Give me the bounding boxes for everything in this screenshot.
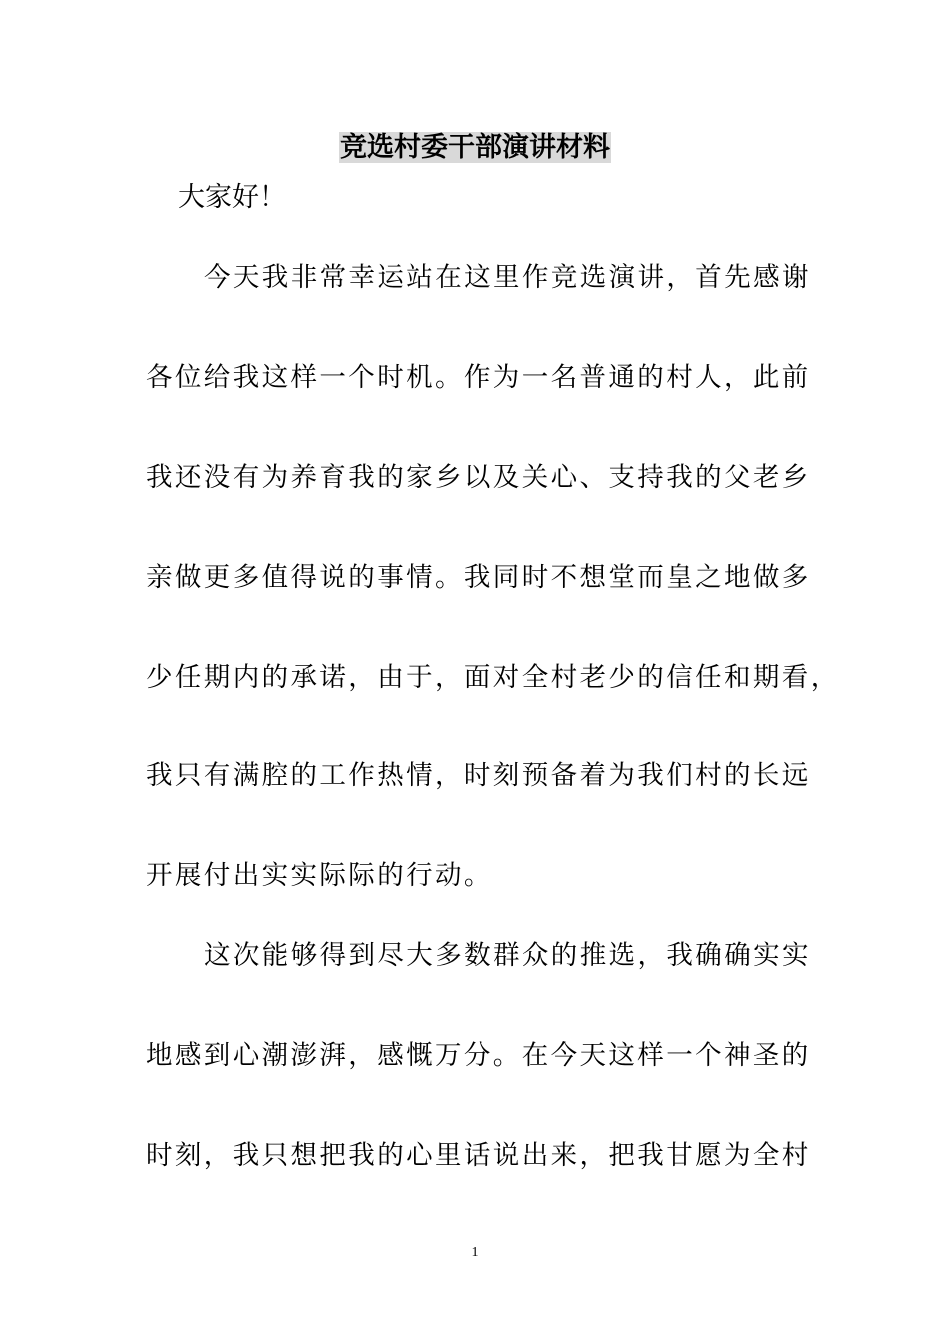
document-title-text: 竞选村委干部演讲材料	[340, 132, 610, 163]
page-number: 1	[471, 1245, 479, 1260]
greeting: 大家好！	[178, 182, 286, 213]
paragraph-line: 地感到心潮澎湃，感慨万分。在今天这样一个神圣的	[146, 1040, 811, 1071]
paragraph-line: 我还没有为养育我的家乡以及关心、支持我的父老乡	[146, 462, 811, 493]
paragraph-line: 开展付出实实际际的行动。	[146, 860, 493, 891]
paragraph-line: 少任期内的承诺，由于，面对全村老少的信任和期看，	[146, 662, 840, 693]
paragraph-line: 各位给我这样一个时机。作为一名普通的村人，此前	[146, 362, 811, 393]
paragraph-line: 我只有满腔的工作热情，时刻预备着为我们村的长远	[146, 760, 811, 791]
paragraph-line: 这次能够得到尽大多数群众的推选，我确确实实	[204, 940, 811, 971]
paragraph-line: 今天我非常幸运站在这里作竞选演讲，首先感谢	[204, 262, 811, 293]
document-title	[0, 128, 950, 168]
paragraph-line: 时刻，我只想把我的心里话说出来，把我甘愿为全村	[146, 1140, 811, 1171]
paragraph-line: 亲做更多值得说的事情。我同时不想堂而皇之地做多	[146, 562, 811, 593]
